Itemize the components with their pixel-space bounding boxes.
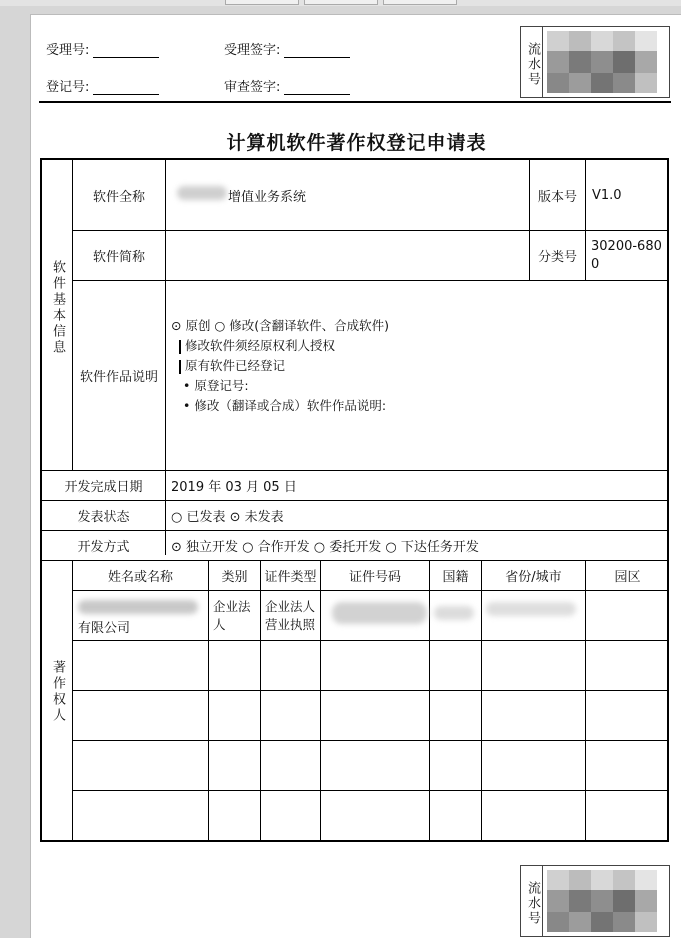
grid-line <box>320 560 321 842</box>
dev-date-label: 开发完成日期 <box>64 480 143 495</box>
accept-sign-label: 受理签字: <box>224 43 281 58</box>
toolbar-tab[interactable] <box>383 0 457 5</box>
toolbar-strip <box>0 0 681 6</box>
dev-date-value[interactable]: 2019 年 03 月 05 日 <box>171 480 297 495</box>
col-header-name: 姓名或名称 <box>107 570 173 585</box>
col-header-id-number: 证件号码 <box>348 570 401 585</box>
form-title: 计算机软件著作权登记申请表 <box>226 132 487 154</box>
review-sign-field <box>224 76 350 95</box>
grid-line <box>72 590 669 591</box>
grid-line <box>72 560 73 842</box>
toolbar-tab[interactable] <box>225 0 299 5</box>
serial-mosaic <box>545 29 665 95</box>
class-label: 分类号 <box>537 250 577 265</box>
serial-number-box-top <box>520 26 670 98</box>
grid-line <box>72 740 669 741</box>
serial-label: 流水号 <box>521 866 543 936</box>
register-no-label: 登记号: <box>46 80 90 95</box>
registered-check-label: 原有软件已经登记 <box>185 358 286 373</box>
dev-mode-radio-group[interactable]: ⊙ 独立开发 ○ 合作开发 ○ 委托开发 ○ 下达任务开发 <box>171 540 479 555</box>
owner-category-cell: 企业法人 <box>213 599 251 632</box>
version-value: V1.0 <box>592 187 622 203</box>
grid-line <box>72 690 669 691</box>
redacted-id-number <box>332 602 427 624</box>
publish-status-label: 发表状态 <box>77 510 130 525</box>
basic-info-section-label: 软件基本信息 <box>50 260 65 356</box>
grid-line <box>208 560 209 842</box>
redacted-owner-name <box>78 600 198 614</box>
col-header-nationality: 国籍 <box>442 570 469 585</box>
col-header-category: 类别 <box>221 570 248 585</box>
grid-line <box>481 560 482 842</box>
grid-line <box>72 790 669 791</box>
review-sign-label: 审查签字: <box>224 80 281 95</box>
serial-number-box-bottom <box>520 865 670 937</box>
review-sign-line <box>284 80 350 95</box>
orig-reg-no-label: • 原登记号: <box>183 378 249 393</box>
class-value <box>591 238 669 274</box>
software-desc-content <box>171 316 531 416</box>
accept-no-label: 受理号: <box>46 43 90 58</box>
application-form <box>40 158 669 842</box>
register-no-line <box>93 80 159 95</box>
short-name-value <box>172 231 522 280</box>
col-header-id-type: 证件类型 <box>264 570 317 585</box>
full-name-value: 增值业务系统 <box>228 189 307 205</box>
publish-status-radio-group[interactable]: ○ 已发表 ⊙ 未发表 <box>171 510 284 525</box>
grid-line <box>585 560 586 842</box>
accept-no-line <box>93 43 159 58</box>
grid-line <box>429 560 430 842</box>
col-header-park: 园区 <box>614 570 641 585</box>
redacted-nationality <box>434 606 474 620</box>
document-page <box>30 14 681 938</box>
origin-radio-group[interactable]: ⊙ 原创 ○ 修改(含翻译软件、合成软件) <box>171 318 390 333</box>
toolbar-tab[interactable] <box>304 0 378 5</box>
accept-no-field <box>46 39 159 58</box>
accept-sign-field <box>224 39 350 58</box>
grid-line <box>260 560 261 842</box>
serial-mosaic <box>545 868 665 934</box>
modify-desc-label: • 修改（翻译或合成）软件作品说明: <box>183 398 387 413</box>
redacted-name <box>177 186 227 200</box>
full-name-label: 软件全称 <box>92 189 145 205</box>
grid-line <box>72 640 669 641</box>
checkbox-bar[interactable] <box>179 360 181 374</box>
checkbox-bar[interactable] <box>179 340 181 354</box>
owner-id-type-cell: 企业法人营业执照 <box>265 599 316 632</box>
version-label: 版本号 <box>537 189 577 205</box>
owners-section-label: 著作权人 <box>50 660 65 724</box>
class-value-line2: 0 <box>591 257 600 272</box>
col-header-province-city: 省份/城市 <box>505 570 562 585</box>
short-name-label: 软件简称 <box>92 250 145 265</box>
register-no-field <box>46 76 159 95</box>
grid-line <box>585 160 586 280</box>
dev-mode-label: 开发方式 <box>77 540 130 555</box>
header-divider <box>39 101 671 103</box>
auth-check-label: 修改软件须经原权利人授权 <box>185 338 336 353</box>
redacted-province <box>486 602 576 616</box>
class-value-line1: 30200-680 <box>591 239 662 254</box>
accept-sign-line <box>284 43 350 58</box>
owner-name-cell: 有限公司 <box>78 620 131 636</box>
grid-line <box>165 160 166 555</box>
software-desc-label: 软件作品说明 <box>79 370 158 385</box>
serial-label: 流水号 <box>521 27 543 97</box>
